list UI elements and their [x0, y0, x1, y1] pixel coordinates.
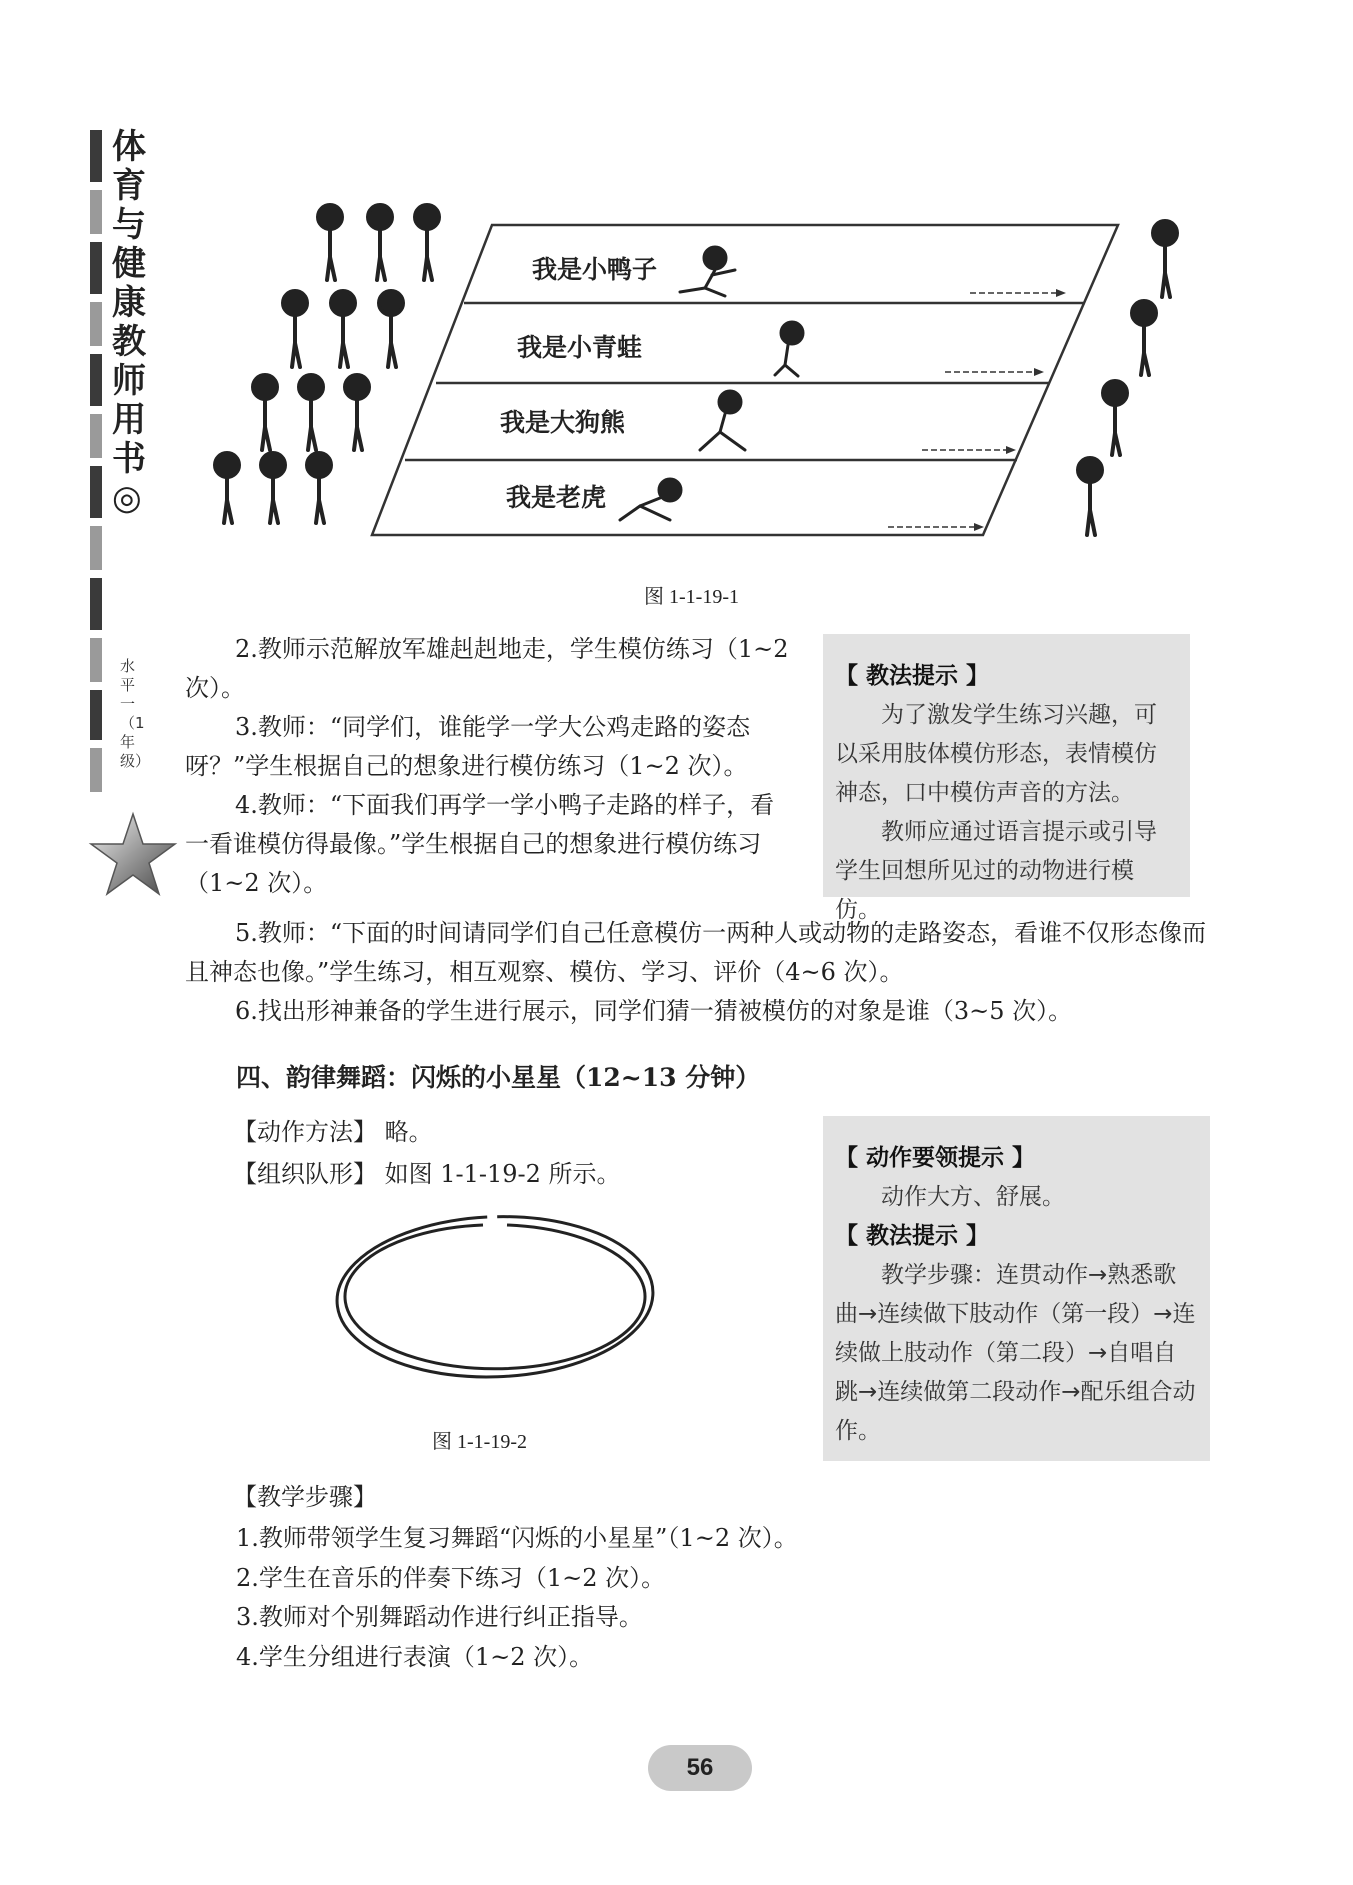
tip-heading: 【 动作要领提示 】 [835, 1145, 1036, 1171]
page-number: 56 [648, 1745, 752, 1791]
circle-formation-diagram [325, 1205, 655, 1395]
lane-label: 我是小鸭子 [532, 255, 658, 284]
step-paragraph: 2.教师示范解放军雄赳赳地走，学生模仿练习（1~2 次）。 [185, 635, 789, 702]
formation-text: 【组织队形】 如图 1-1-19-2 所示。 [233, 1160, 621, 1188]
tip-text: 教师应通过语言提示或引导学生回想所见过的动物进行模仿。 [835, 819, 1157, 923]
tip-heading: 【 教法提示 】 [835, 663, 990, 689]
lane-label: 我是老虎 [506, 483, 607, 512]
step-paragraph: 5.教师：“下面的时间请同学们自己任意模仿一两种人或动物的走路姿态，看谁不仅形态像而且神态也像。”学生练习，相互观察、模仿、学习、评价（4~6 次）。 [185, 919, 1207, 986]
level-label: 水平一（1年级） [120, 657, 151, 770]
step-paragraph: 3.教师：“同学们，谁能学一学大公鸡走路的姿态呀？”学生根据自己的想象进行模仿练习（1~2 次）。 [185, 713, 751, 780]
teaching-step-item: 1.教师带领学生复习舞蹈“闪烁的小星星”（1~2 次）。 [236, 1524, 798, 1552]
children-group-right [1070, 215, 1180, 540]
children-group-left [205, 195, 455, 525]
teaching-tip-box [823, 634, 1190, 923]
step-paragraph: 4.教师：“下面我们再学一学小鸭子走路的样子，看一看谁模仿得最像。”学生根据自己的想象进行模仿练习（1~2 次）。 [185, 791, 775, 897]
teaching-steps-heading: 【教学步骤】 [233, 1483, 377, 1511]
lane-label: 我是小青蛙 [517, 333, 643, 362]
method-text: 【动作方法】 略。 [233, 1118, 433, 1146]
teaching-step-item: 4.学生分组进行表演（1~2 次）。 [236, 1643, 594, 1671]
book-title: 体育与健康教师用书◎ [112, 127, 146, 518]
step-paragraph: 6.找出形神兼备的学生进行展示，同学们猜一猜被模仿的对象是谁（3~5 次）。 [235, 997, 1073, 1025]
tip-text: 动作大方、舒展。 [881, 1184, 1065, 1210]
figure-2-caption: 图 1-1-19-2 [432, 1431, 527, 1453]
tip-text: 教学步骤：连贯动作→熟悉歌曲→连续做下肢动作（第一段）→连续做上肢动作（第二段）→自唱自跳→连续做第二段动作→配乐组合动作。 [835, 1262, 1196, 1444]
star-icon [88, 810, 178, 900]
teaching-tip-box [823, 1116, 1210, 1461]
figure-1-caption: 图 1-1-19-1 [644, 586, 739, 608]
teaching-step-item: 2.学生在音乐的伴奏下练习（1~2 次）。 [236, 1564, 666, 1592]
tip-heading: 【 教法提示 】 [835, 1223, 990, 1249]
tip-text: 为了激发学生练习兴趣，可以采用肢体模仿形态，表情模仿神态，口中模仿声音的方法。 [835, 702, 1157, 806]
teaching-step-item: 3.教师对个别舞蹈动作进行纠正指导。 [236, 1603, 643, 1631]
section-heading: 四、韵律舞蹈：闪烁的小星星（12~13 分钟） [236, 1063, 761, 1092]
lane-label: 我是大狗熊 [500, 408, 626, 437]
